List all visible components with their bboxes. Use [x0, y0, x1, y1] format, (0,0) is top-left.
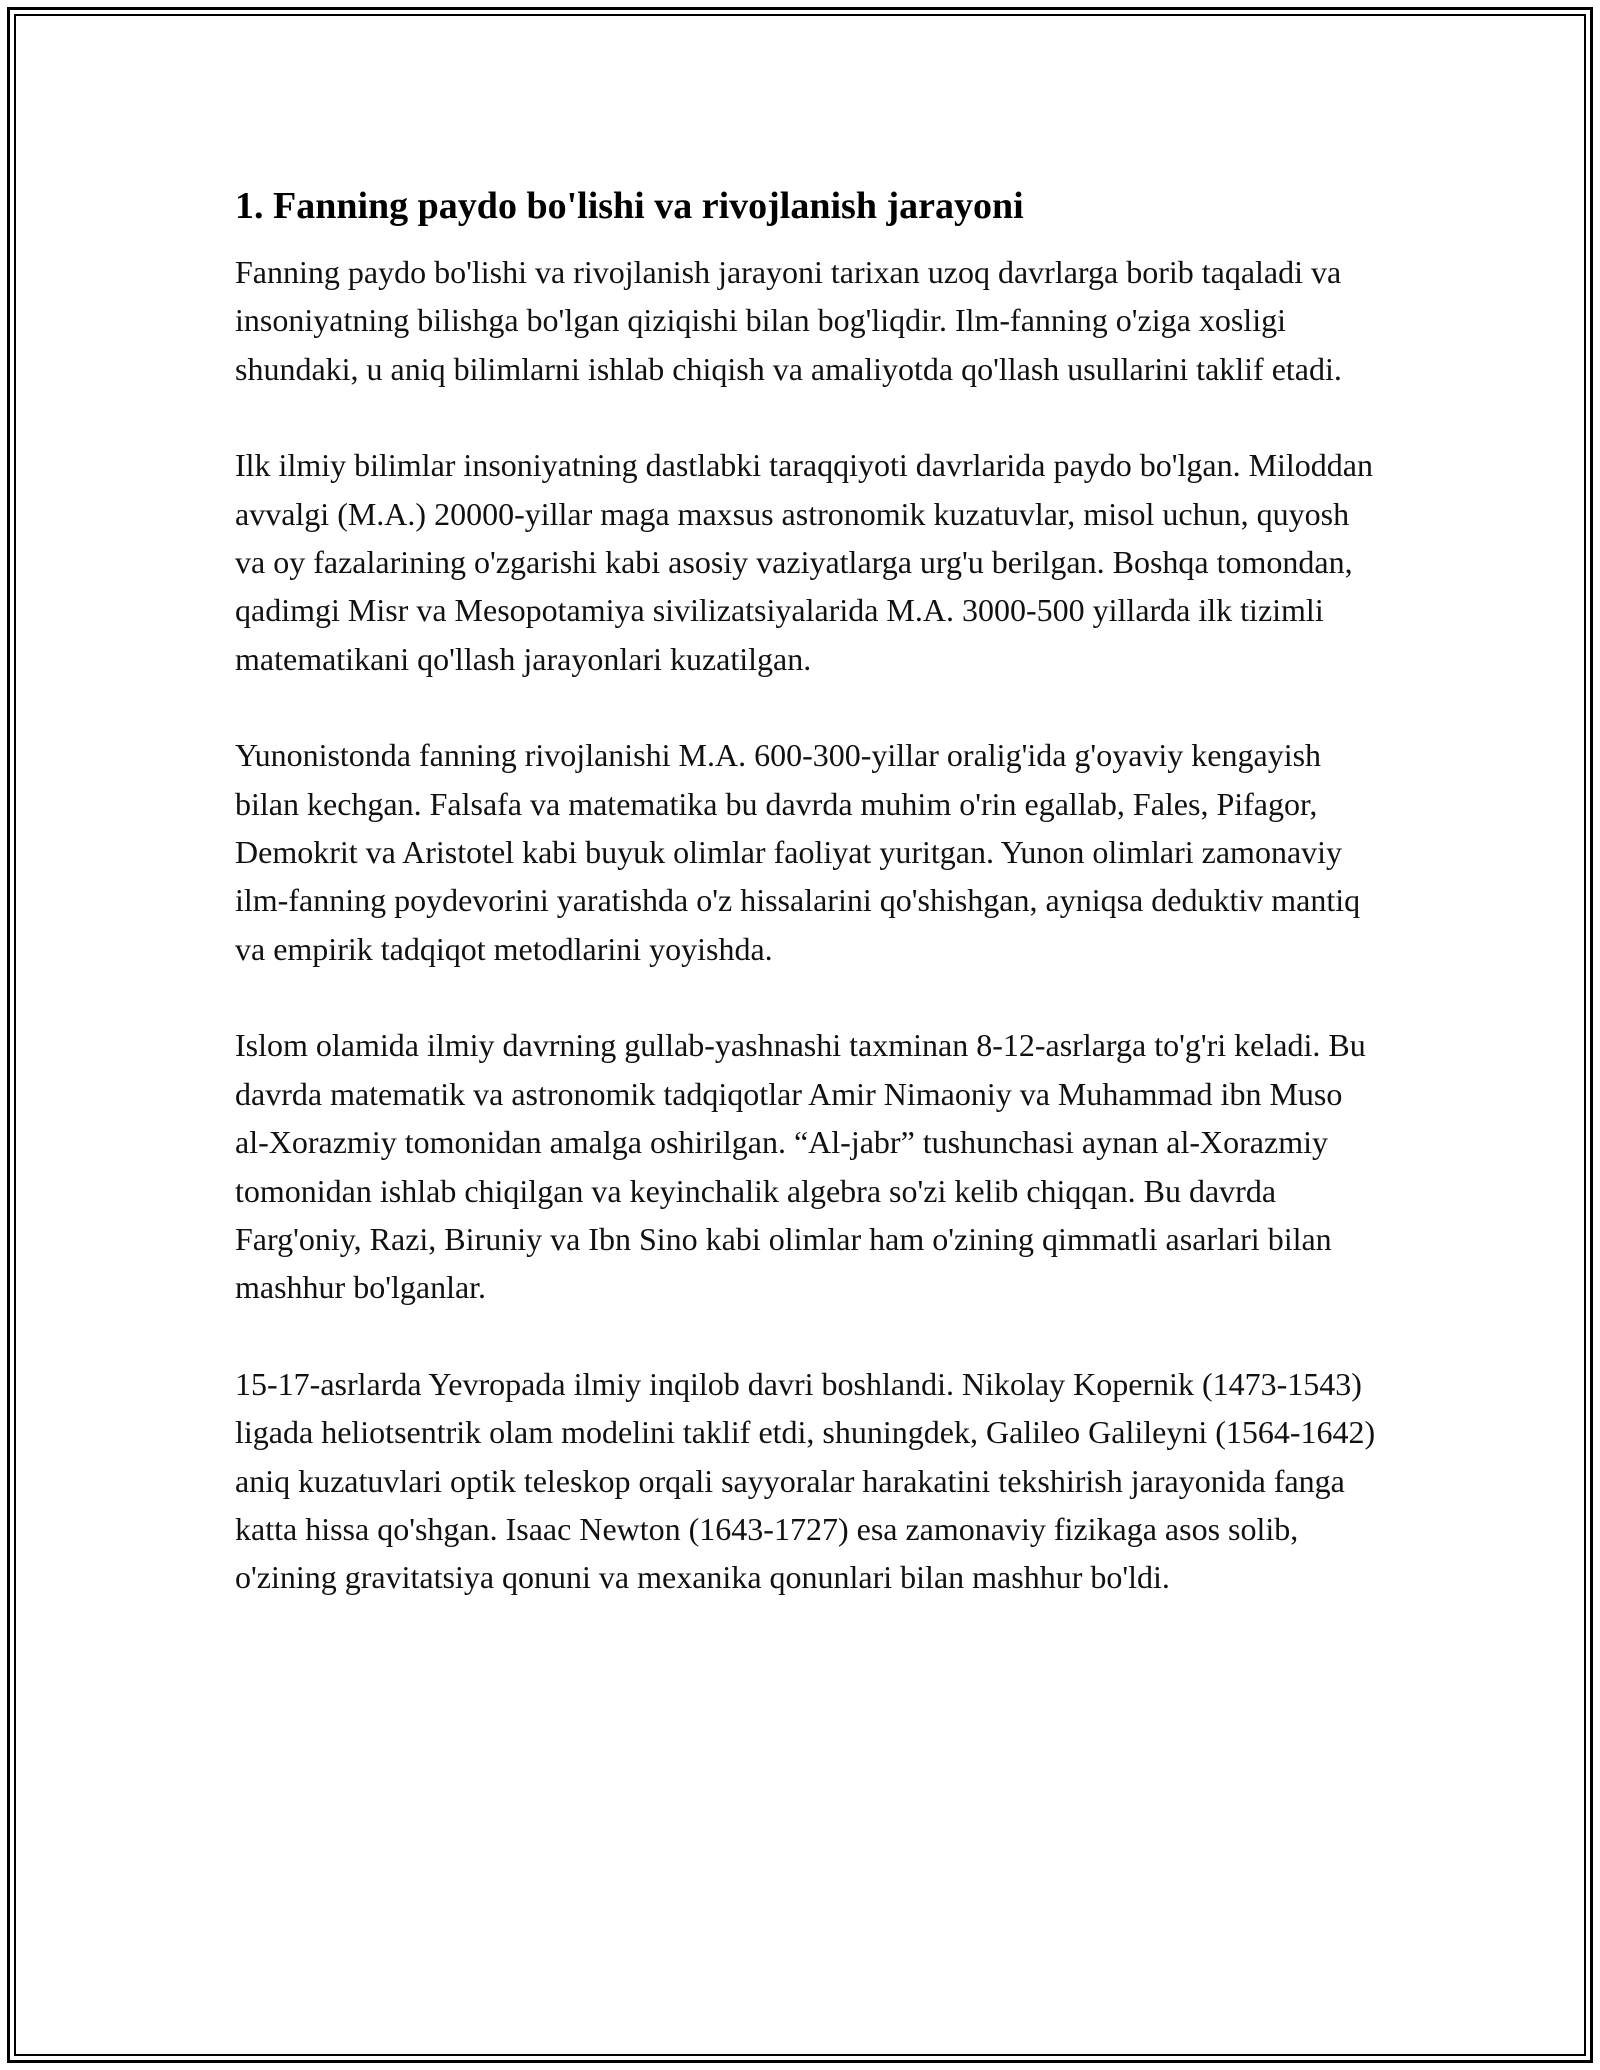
document-body	[235, 180, 1380, 1602]
paragraph-intro: Fanning paydo bo'lishi va rivojlanish jarayoni tarixan uzoq davrlarga borib taqaladi va insoniyatning bilishga bo'lgan qiziqishi bilan bog'liqdir. Ilm-fanning o'ziga xosligi shundaki, u aniq bilimlarni ishlab chiqish va amaliyotda qo'llash usullarini taklif etadi.	[235, 254, 1342, 387]
paragraph-early-knowledge: Ilk ilmiy bilimlar insoniyatning dastlabki taraqqiyoti davrlarida paydo bo'lgan. Miloddan avvalgi (M.A.) 20000-yillar maga maxsus astronomik kuzatuvlar, misol uchun, quyosh va oy fazalarining o'zgarishi kabi asosiy vaziyatlarga urg'u berilgan. Boshqa tomondan, qadimgi Misr va Mesopotamiya sivilizatsiyalarida M.A. 3000-500 yillarda ilk tizimli matematikani qo'llash jarayonlari kuzatilgan.	[235, 447, 1373, 677]
section-heading: 1. Fanning paydo bo'lishi va rivojlanish jarayoni	[235, 185, 1024, 227]
paragraph-scientific-revolution: 15-17-asrlarda Yevropada ilmiy inqilob davri boshlandi. Nikolay Kopernik (1473-1543) ligada heliotsentrik olam modelini taklif etdi, shuningdek, Galileo Galileyni (1564-1642) aniq kuzatuvlari optik teleskop orqali sayyoralar harakatini tekshirish jarayonida fanga katta hissa qo'shgan. Isaac Newton (1643-1727) esa zamonaviy fizikaga asos solib, o'zining gravitatsiya qonuni va mexanika qonunlari bilan mashhur bo'ldi.	[235, 1365, 1376, 1596]
paragraph-islamic-world: Islom olamida ilmiy davrning gullab-yashnashi taxminan 8-12-asrlarga to'g'ri keladi. Bu davrda matematik va astronomik tadqiqotlar Amir Nimaoniy va Muhammad ibn Muso al-Xorazmiy tomonidan amalga oshirilgan. “Al-jabr” tushunchasi aynan al-Xorazmiy tomonidan ishlab chiqilgan va keyinchalik algebra so'zi kelib chiqqan. Bu davrda Farg'oniy, Razi, Biruniy va Ibn Sino kabi olimlar ham o'zining qimmatli asarlari bilan mashhur bo'lganlar.	[235, 1027, 1366, 1306]
paragraph-greece: Yunonistonda fanning rivojlanishi M.A. 600-300-yillar oralig'ida g'oyaviy kengayish bilan kechgan. Falsafa va matematika bu davrda muhim o'rin egallab, Fales, Pifagor, Demokrit va Aristotel kabi buyuk olimlar faoliyat yuritgan. Yunon olimlari zamonaviy ilm-fanning poydevorini yaratishda o'z hissalarini qo'shishgan, ayniqsa deduktiv mantiq va empirik tadqiqot metodlarini yoyishda.	[235, 737, 1361, 967]
